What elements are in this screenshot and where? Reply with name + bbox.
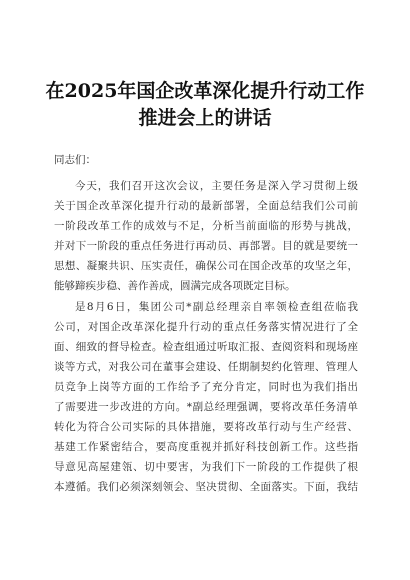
paragraph-line: 并对下一阶段的重点任务进行再动员、再部署。目的就是要统一	[54, 240, 358, 252]
paragraph-line: 导意见高屋建瓴、切中要害，为我们下一阶段的工作提供了根	[54, 461, 358, 473]
paragraph-1	[54, 176, 358, 296]
document-body	[54, 150, 358, 497]
paragraph-line: 公司，对国企改革深化提升行动的重点任务落实情况进行了全	[54, 321, 358, 333]
salutation: 同志们：	[54, 154, 96, 166]
paragraph-line: 员竞争上岗等方面的工作给予了充分肯定，同时也为我们指出	[54, 381, 358, 393]
paragraph-line: 了需要进一步改进的方向。*副总经理强调，要将改革任务清单	[54, 401, 358, 413]
paragraph-line: 一阶段改革工作的成效与不足，分析当前面临的形势与挑战，	[54, 220, 358, 232]
paragraph-line: 转化为符合公司实际的具体措施，要将改革行动与生产经营、	[54, 421, 358, 433]
paragraph-line: 是8月6日，集团公司*副总经理亲自率领检查组莅临我	[75, 301, 358, 313]
paragraph-line: 今天，我们召开这次会议，主要任务是深入学习贯彻上级	[75, 180, 358, 192]
paragraph-line: 能够蹄疾步稳、善作善成，圆满完成各项既定目标。	[54, 280, 296, 292]
paragraph-2	[54, 297, 358, 497]
paragraph-line: 关于国企改革深化提升行动的最新部署，全面总结我们公司前	[54, 200, 358, 212]
document-title-line-2: 推进会上的讲话	[138, 107, 272, 129]
paragraph-line: 谈等方式，对我公司在董事会建设、任期制契约化管理、管理人	[54, 361, 358, 373]
paragraph-line: 本遵循。我们必须深刻领会、坚决贯彻、全面落实。下面，我结	[54, 481, 358, 493]
paragraph-line: 基建工作紧密结合，要高度重视并抓好科技创新工作。这些指	[54, 441, 358, 453]
paragraph-line: 面、细致的督导检查。检查组通过听取汇报、查阅资料和现场座	[54, 341, 358, 353]
document-title-line-1: 在2025年国企改革深化提升行动工作	[45, 80, 365, 102]
paragraph-line: 思想、凝聚共识、压实责任，确保公司在国企改革的攻坚之年，	[54, 260, 358, 272]
